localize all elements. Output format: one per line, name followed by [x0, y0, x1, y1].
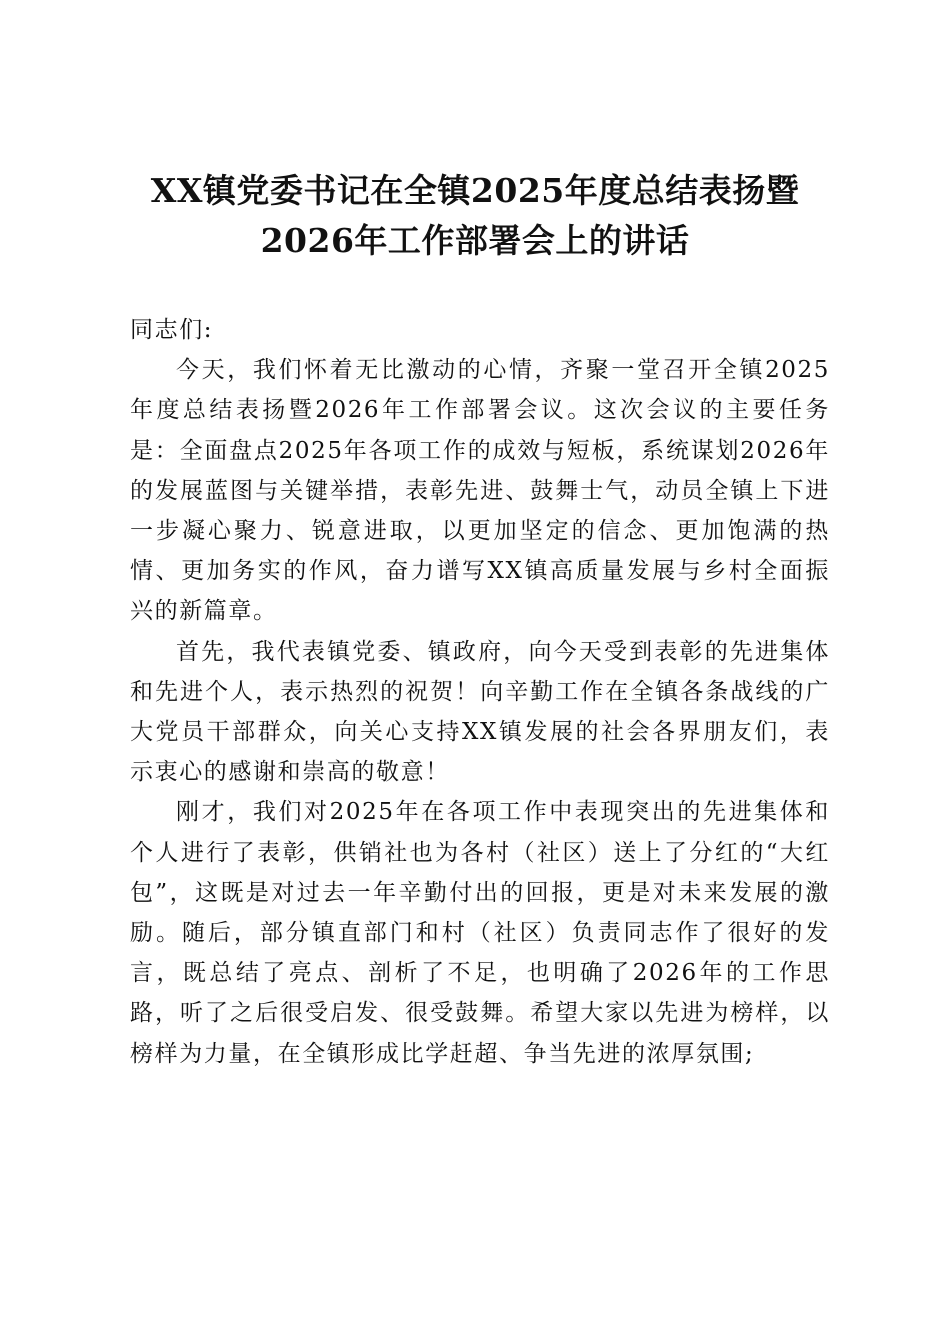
- page-title: [100, 166, 850, 266]
- paragraph: 刚才，我们对2025年在各项工作中表现突出的先进集体和个人进行了表彰，供销社也为各村（社区）送上了分红的“大红包”，这既是对过去一年辛勤付出的回报，更是对未来发展的激励。随后，部分镇直部门和村（社区）负责同志作了很好的发言，既总结了亮点、剖析了不足，也明确了2026年的工作思路，听了之后很受启发、很受鼓舞。希望大家以先进为榜样，以榜样为力量，在全镇形成比学赶超、争当先进的浓厚氛围;: [130, 799, 830, 1067]
- title-line-2: 2026年工作部署会上的讲话: [260, 221, 690, 260]
- title-line-1: XX镇党委书记在全镇2025年度总结表扬暨: [150, 171, 800, 210]
- paragraph: 今天，我们怀着无比激动的心情，齐聚一堂召开全镇2025年度总结表扬暨2026年工作部署会议。这次会议的主要任务是：全面盘点2025年各项工作的成效与短板，系统谋划2026年的发展蓝图与关键举措，表彰先进、鼓舞士气，动员全镇上下进一步凝心聚力、锐意进取，以更加坚定的信念、更加饱满的热情、更加务实的作风，奋力谱写XX镇高质量发展与乡村全面振兴的新篇章。: [130, 357, 830, 625]
- salutation: 同志们:: [130, 317, 214, 343]
- speech-body: [130, 310, 830, 1074]
- paragraph: 首先，我代表镇党委、镇政府，向今天受到表彰的先进集体和先进个人，表示热烈的祝贺！向辛勤工作在全镇各条战线的广大党员干部群众，向关心支持XX镇发展的社会各界朋友们，表示衷心的感谢和崇高的敬意！: [130, 638, 830, 786]
